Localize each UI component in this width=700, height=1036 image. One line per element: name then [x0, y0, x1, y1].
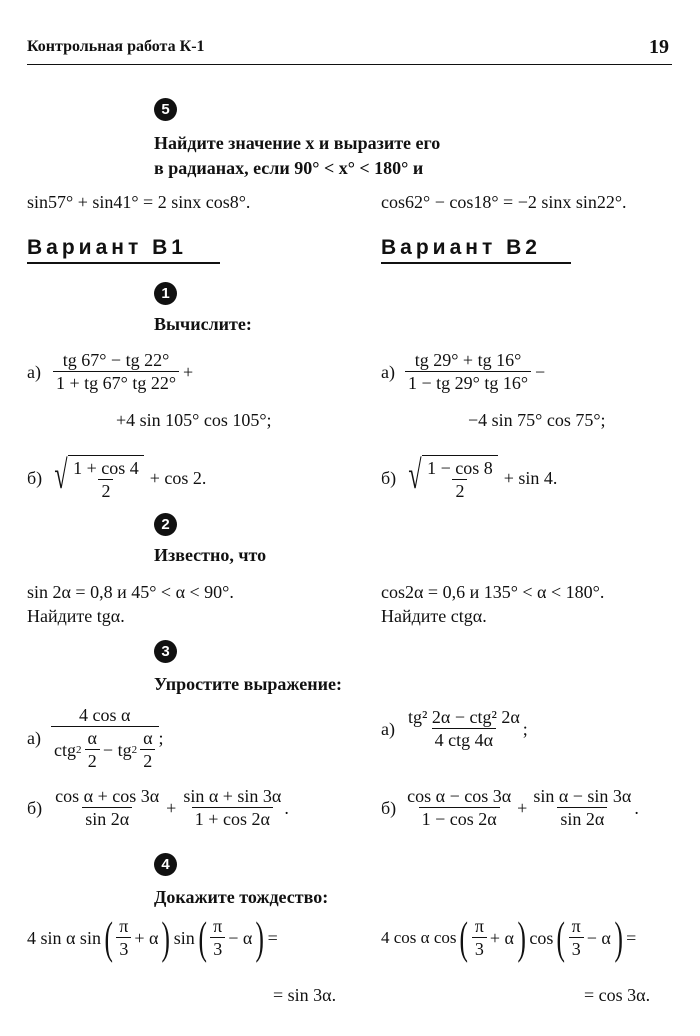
expression-prefix: 4 cos α cos — [381, 928, 457, 947]
task1-right-a-continuation: −4 sin 75° cos 75°; — [468, 410, 606, 430]
numerator: cos α − cos 3α — [407, 786, 512, 806]
task5-equation-right: cos62° − cos18° = −2 sinx sin22°. — [381, 192, 627, 212]
square-root — [404, 452, 498, 502]
fraction — [52, 786, 162, 830]
half-alpha-fraction — [140, 728, 155, 772]
numerator: 1 + cos 4 — [73, 458, 139, 478]
ctg-text: ctg — [53, 739, 76, 760]
numerator: sin α − sin 3α — [533, 786, 632, 806]
numerator: tg² 2α − ctg² 2α — [407, 707, 520, 727]
denominator: 1 + tg 67° tg 22° — [53, 371, 179, 394]
denominator: 3 — [472, 937, 487, 960]
task2-right-line2: Найдите ctgα. — [381, 606, 487, 626]
plus-sign: + — [166, 797, 177, 818]
task2-left-line1: sin 2α = 0,8 и 45° < α < 90°. — [27, 582, 234, 602]
expression-prefix: 4 sin α sin — [27, 927, 101, 948]
fraction — [53, 350, 179, 394]
task1-right-a — [381, 350, 545, 394]
sin-text: sin — [173, 927, 195, 948]
numerator: π — [474, 916, 484, 936]
item-label: а) — [27, 361, 41, 382]
denominator: 2 — [85, 749, 100, 772]
half-alpha-fraction — [84, 728, 99, 772]
numerator: tg 67° − tg 22° — [62, 350, 170, 370]
task-number-badge-1: 1 — [154, 282, 177, 305]
item-label: б) — [27, 797, 43, 818]
expression-tail: + sin 4. — [503, 468, 558, 488]
fraction — [405, 350, 531, 394]
header-rule — [27, 64, 672, 65]
task2-left-line2: Найдите tgα. — [27, 606, 125, 626]
task1-prompt: Вычислите: — [154, 314, 252, 334]
left-paren-icon: ( — [104, 912, 113, 963]
right-paren-icon: ) — [255, 912, 265, 963]
numerator: π — [213, 916, 223, 936]
cos-text: cos — [529, 927, 554, 948]
variant-title-b1: Вариант В1 — [27, 236, 187, 259]
denominator: 2 — [452, 479, 467, 502]
operator: + — [183, 361, 194, 382]
numerator: 1 − cos 8 — [427, 458, 493, 478]
numerator: α — [87, 728, 97, 748]
task3-prompt: Упростите выражение: — [154, 674, 342, 694]
fraction — [51, 705, 159, 772]
plus-alpha: + α — [134, 927, 159, 948]
task2-right-line1: cos2α = 0,6 и 135° < α < 180°. — [381, 582, 605, 602]
denominator: 3 — [569, 937, 584, 960]
task-number-badge-5: 5 — [154, 98, 177, 121]
task3-left-a — [27, 705, 164, 772]
variant-underline-b1 — [27, 262, 220, 264]
task3-right-b — [381, 786, 639, 830]
left-paren-icon: ( — [198, 912, 207, 963]
semicolon: ; — [158, 728, 164, 748]
task1-left-a-continuation: +4 sin 105° cos 105°; — [116, 410, 272, 430]
right-paren-icon: ) — [517, 912, 526, 963]
denominator: sin 2α — [557, 807, 607, 830]
pi-over-3-fraction — [472, 916, 487, 960]
right-paren-icon: ) — [614, 912, 623, 963]
numerator: cos α + cos 3α — [55, 786, 160, 806]
operator: − — [535, 361, 546, 382]
fraction — [180, 786, 284, 830]
equals-sign: = — [626, 927, 637, 948]
task4-left-result: = sin 3α. — [273, 985, 337, 1005]
denominator: 4 ctg 4α — [432, 728, 496, 751]
pi-over-3-fraction — [210, 916, 225, 960]
minus-tg-text: − tg — [102, 739, 132, 760]
task5-equation-left: sin57° + sin41° = 2 sinx cos8°. — [27, 192, 251, 212]
numerator: α — [143, 728, 153, 748]
task3-left-b — [27, 786, 289, 830]
fraction — [530, 786, 634, 830]
pi-over-3-fraction — [569, 916, 584, 960]
variant-title-b2: Вариант В2 — [381, 236, 541, 259]
equals-sign: = — [267, 927, 278, 948]
task-number-badge-4: 4 — [154, 853, 177, 876]
denominator: 1 − tg 29° tg 16° — [405, 371, 531, 394]
denominator: 3 — [210, 937, 225, 960]
denominator: 2 — [98, 479, 113, 502]
numerator: π — [119, 916, 129, 936]
item-label: а) — [27, 728, 41, 748]
plus-sign: + — [517, 797, 528, 818]
page-header-title: Контрольная работа К-1 — [27, 38, 205, 55]
task1-left-a — [27, 350, 193, 394]
numerator: tg 29° + tg 16° — [414, 350, 522, 370]
denominator: sin 2α — [82, 807, 132, 830]
task-number-badge-2: 2 — [154, 513, 177, 536]
task4-left-identity — [27, 912, 278, 963]
item-label: а) — [381, 718, 395, 739]
task5-line2: в радианах, если 90° < x° < 180° и — [154, 158, 424, 178]
item-label: б) — [381, 468, 397, 488]
radical-sign-icon: √ — [54, 452, 68, 497]
item-label: а) — [381, 361, 395, 382]
right-paren-icon: ) — [161, 912, 171, 963]
denominator: 1 − cos 2α — [419, 807, 500, 830]
task1-left-b — [27, 452, 207, 502]
fraction — [405, 707, 523, 751]
numerator: sin α + sin 3α — [183, 786, 282, 806]
minus-alpha: − α — [228, 927, 253, 948]
denominator: 3 — [116, 937, 131, 960]
fraction — [68, 455, 144, 502]
denominator: ctg 2 $\frac{\alpha}{2}$ − tg 2 $\frac{\alpha}{2}$ — [51, 726, 159, 772]
numerator: 4 cos α — [79, 705, 131, 725]
denominator: 2 — [140, 749, 155, 772]
task3-right-a — [381, 707, 528, 751]
period: . — [284, 797, 289, 818]
expression-tail: + cos 2. — [149, 468, 207, 488]
radical-sign-icon: √ — [408, 452, 422, 497]
item-label: б) — [381, 797, 397, 818]
left-paren-icon: ( — [459, 912, 469, 963]
left-paren-icon: ( — [556, 912, 566, 963]
task4-prompt: Докажите тождество: — [154, 887, 329, 907]
item-label: б) — [27, 468, 43, 488]
numerator: π — [571, 916, 581, 936]
task1-right-b — [381, 452, 558, 502]
fraction — [404, 786, 514, 830]
task4-right-identity — [381, 912, 637, 963]
page-number: 19 — [649, 36, 669, 58]
period: . — [634, 797, 639, 818]
task4-right-result: = cos 3α. — [584, 985, 651, 1005]
task2-prompt: Известно, что — [154, 545, 267, 565]
denominator: 1 + cos 2α — [192, 807, 273, 830]
task5-line1: Найдите значение x и выразите его — [154, 133, 441, 153]
pi-over-3-fraction — [116, 916, 131, 960]
fraction — [422, 455, 498, 502]
variant-underline-b2 — [381, 262, 571, 264]
minus-alpha: − α — [586, 927, 611, 948]
task-number-badge-3: 3 — [154, 640, 177, 663]
semicolon: ; — [522, 718, 528, 739]
square-root — [50, 452, 144, 502]
plus-alpha: + α — [489, 927, 514, 948]
